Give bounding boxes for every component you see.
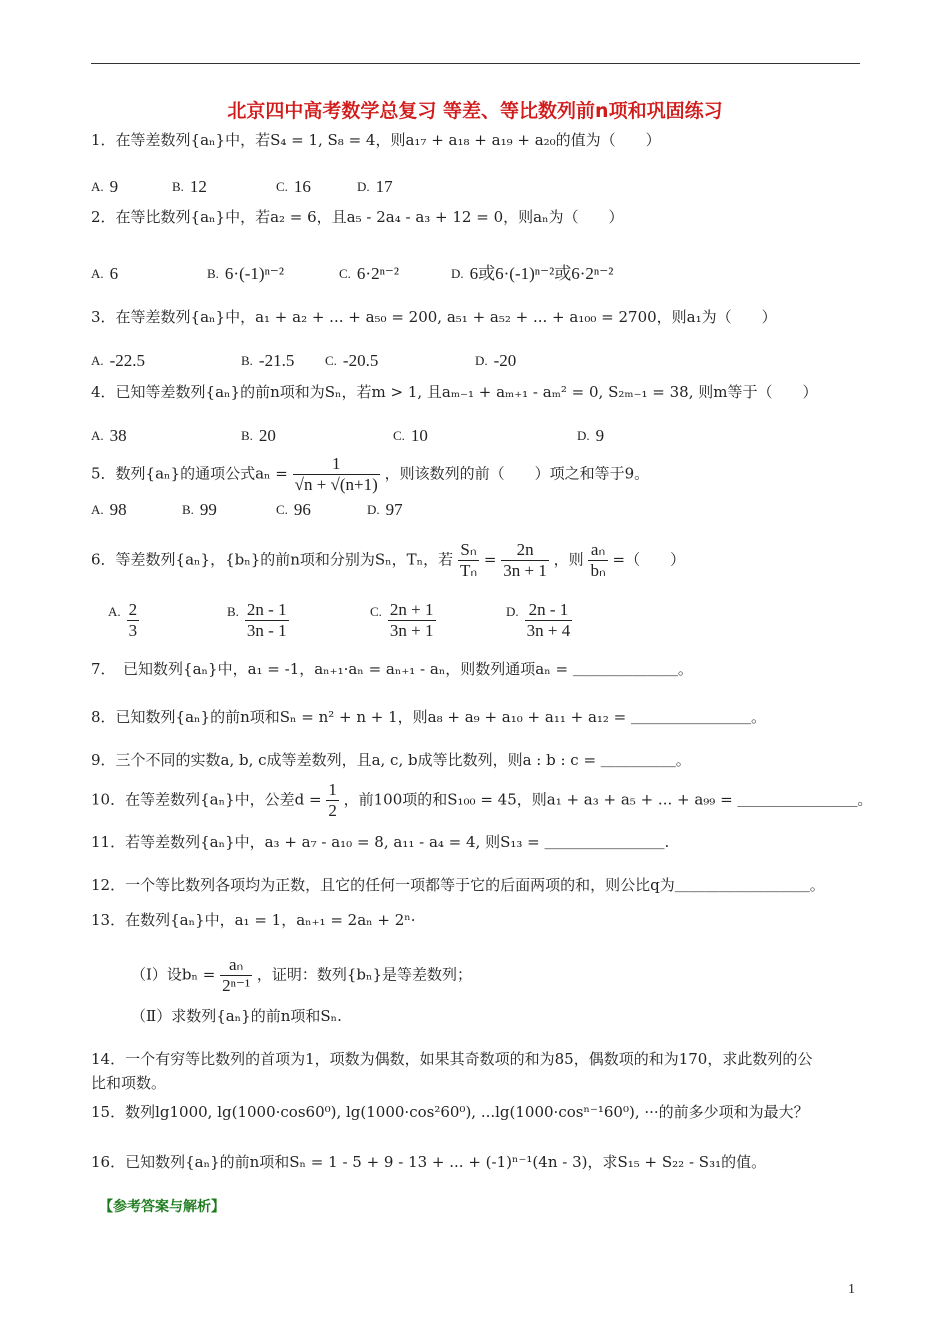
q2-option-c: C. 6·2ⁿ⁻² xyxy=(339,264,400,283)
q5-option-b: B. 99 xyxy=(182,500,217,519)
q4-option-d: D. 9 xyxy=(577,426,605,445)
question-14-continued: 比和项数。 xyxy=(91,1074,167,1092)
question-1: 1．在等差数列{aₙ}中，若S₄ = 1, S₈ = 4，则a₁₇ + a₁₈ + a₁₉ + a₂₀的值为（ ） xyxy=(91,131,661,149)
question-14: 14．一个有穷等比数列的首项为1，项数为偶数，如果其奇数项的和为85，偶数项的和为170，求此数列的公 xyxy=(91,1050,813,1068)
q1-option-d: D. 17 xyxy=(357,177,393,196)
q1-option-a: A. 9 xyxy=(91,177,119,196)
q3-option-b: B. -21.5 xyxy=(241,351,295,370)
q6-option-a: A. $\frac{2}{3}$ xyxy=(108,600,138,640)
answer-heading: 【参考答案与解析】 xyxy=(99,1199,225,1215)
question-16: 16．已知数列{aₙ}的前n项和Sₙ = 1 - 5 + 9 - 13 + ... + (-1)ⁿ⁻¹(4n - 3)，求S₁₅ + S₂₂ - S₃₁的值。 xyxy=(91,1153,767,1171)
q13-fraction: $\frac{\text{aₙ}}{\text{2ⁿ⁻¹}}$ xyxy=(222,955,251,995)
question-8: 8．已知数列{aₙ}的前n项和Sₙ = n² + n + 1，则a₈ + a₉ + a₁₀ + a₁₁ + a₁₂ = ＿＿＿＿＿＿＿＿。 xyxy=(91,708,767,726)
question-15: 15．数列lg1000, lg(1000·cos60⁰), lg(1000·cos²60⁰), ...lg(1000·cosⁿ⁻¹60⁰), ···的前多少项和为最大？ xyxy=(91,1103,809,1121)
q6-fraction-s-t: $\frac{\text{Sₙ}}{\text{Tₙ}}$ xyxy=(459,540,478,580)
question-13: 13．在数列{aₙ}中，a₁ = 1，aₙ₊₁ = 2aₙ + 2ⁿ· xyxy=(91,911,416,929)
q5-option-d: D. 97 xyxy=(367,500,403,519)
question-5: 5．数列{aₙ}的通项公式aₙ = $\frac{1}{√n + √(n+1)}$ ，则该数列的前（ ）项之和等于9。 xyxy=(91,454,650,494)
q1-option-b: B. 12 xyxy=(172,177,207,196)
question-10: 10．在等差数列{aₙ}中，公差d = $\frac{1}{2}$ ，前100项的和S₁₀₀ = 45，则a₁ + a₃ + a₅ + ... + a₉₉ = ＿＿＿＿＿＿＿＿。 xyxy=(91,780,873,820)
q5-fraction: $\frac{1}{√n + √(n+1)}$ xyxy=(294,454,378,494)
q4-option-a: A. 38 xyxy=(91,426,127,445)
q4-option-c: C. 10 xyxy=(393,426,428,445)
q3-option-a: A. -22.5 xyxy=(91,351,146,370)
question-13-part-2: （Ⅱ）求数列{aₙ}的前n项和Sₙ. xyxy=(131,1007,342,1025)
q6-option-b: B. $\frac{2n - 1}{3n - 1}$ xyxy=(227,600,287,640)
question-7: 7． 已知数列{aₙ}中，a₁ = -1，aₙ₊₁·aₙ = aₙ₊₁ - aₙ，则数列通项aₙ = ＿＿＿＿＿＿＿。 xyxy=(91,660,693,678)
q6-option-d: D. $\frac{2n - 1}{3n + 4}$ xyxy=(506,600,571,640)
question-6: 6．等差数列{aₙ}，{bₙ}的前n项和分别为Sₙ，Tₙ，若 $\frac{\text{Sₙ}}{\text{Tₙ}}$ = $\frac{2n}{3n + 1}$ ，则 $\frac{\text{aₙ}}{\text{bₙ}}$ =（ ） xyxy=(91,540,686,580)
q6-fraction-ratio: $\frac{2n}{3n + 1}$ xyxy=(503,540,547,580)
q3-option-d: D. -20 xyxy=(475,351,517,370)
q2-option-d: D. 6或6·(-1)ⁿ⁻²或6·2ⁿ⁻² xyxy=(451,264,614,283)
question-12: 12．一个等比数列各项均为正数，且它的任何一项都等于它的后面两项的和，则公比q为＿＿＿＿＿＿＿＿＿。 xyxy=(91,876,825,894)
q4-option-b: B. 20 xyxy=(241,426,276,445)
q3-option-c: C. -20.5 xyxy=(325,351,379,370)
question-2: 2．在等比数列{aₙ}中，若a₂ = 6，且a₅ - 2a₄ - a₃ + 12 = 0，则aₙ为（ ） xyxy=(91,208,624,226)
question-9: 9．三个不同的实数a, b, c成等差数列，且a, c, b成等比数列，则a : b : c = ＿＿＿＿＿。 xyxy=(91,751,691,769)
q2-option-a: A. 6 xyxy=(91,264,119,283)
header-rule xyxy=(91,63,860,64)
q10-fraction: $\frac{1}{2}$ xyxy=(328,780,337,820)
question-4: 4．已知等差数列{aₙ}的前n项和为Sₙ，若m > 1, 且aₘ₋₁ + aₘ₊₁ - aₘ² = 0, S₂ₘ₋₁ = 38, 则m等于（ ） xyxy=(91,383,818,401)
question-11: 11．若等差数列{aₙ}中，a₃ + a₇ - a₁₀ = 8, a₁₁ - a₄ = 4, 则S₁₃ = ＿＿＿＿＿＿＿＿. xyxy=(91,833,670,851)
question-13-part-1: （Ⅰ）设bₙ = $\frac{\text{aₙ}}{\text{2ⁿ⁻¹}}$ ，证明：数列{bₙ}是等差数列； xyxy=(131,955,473,995)
q5-option-a: A. 98 xyxy=(91,500,127,519)
question-3: 3．在等差数列{aₙ}中，a₁ + a₂ + ... + a₅₀ = 200, a₅₁ + a₅₂ + ... + a₁₀₀ = 2700，则a₁为（ ） xyxy=(91,308,777,326)
q6-fraction-a-b: $\frac{\text{aₙ}}{\text{bₙ}}$ xyxy=(590,540,606,580)
page-title: 北京四中高考数学总复习 等差、等比数列前n项和巩固练习 xyxy=(227,100,723,122)
q2-option-b: B. 6·(-1)ⁿ⁻² xyxy=(207,264,284,283)
q6-option-c: C. $\frac{2n + 1}{3n + 1}$ xyxy=(370,600,434,640)
page-number: 1 xyxy=(848,1282,855,1297)
q5-option-c: C. 96 xyxy=(276,500,311,519)
q1-option-c: C. 16 xyxy=(276,177,311,196)
